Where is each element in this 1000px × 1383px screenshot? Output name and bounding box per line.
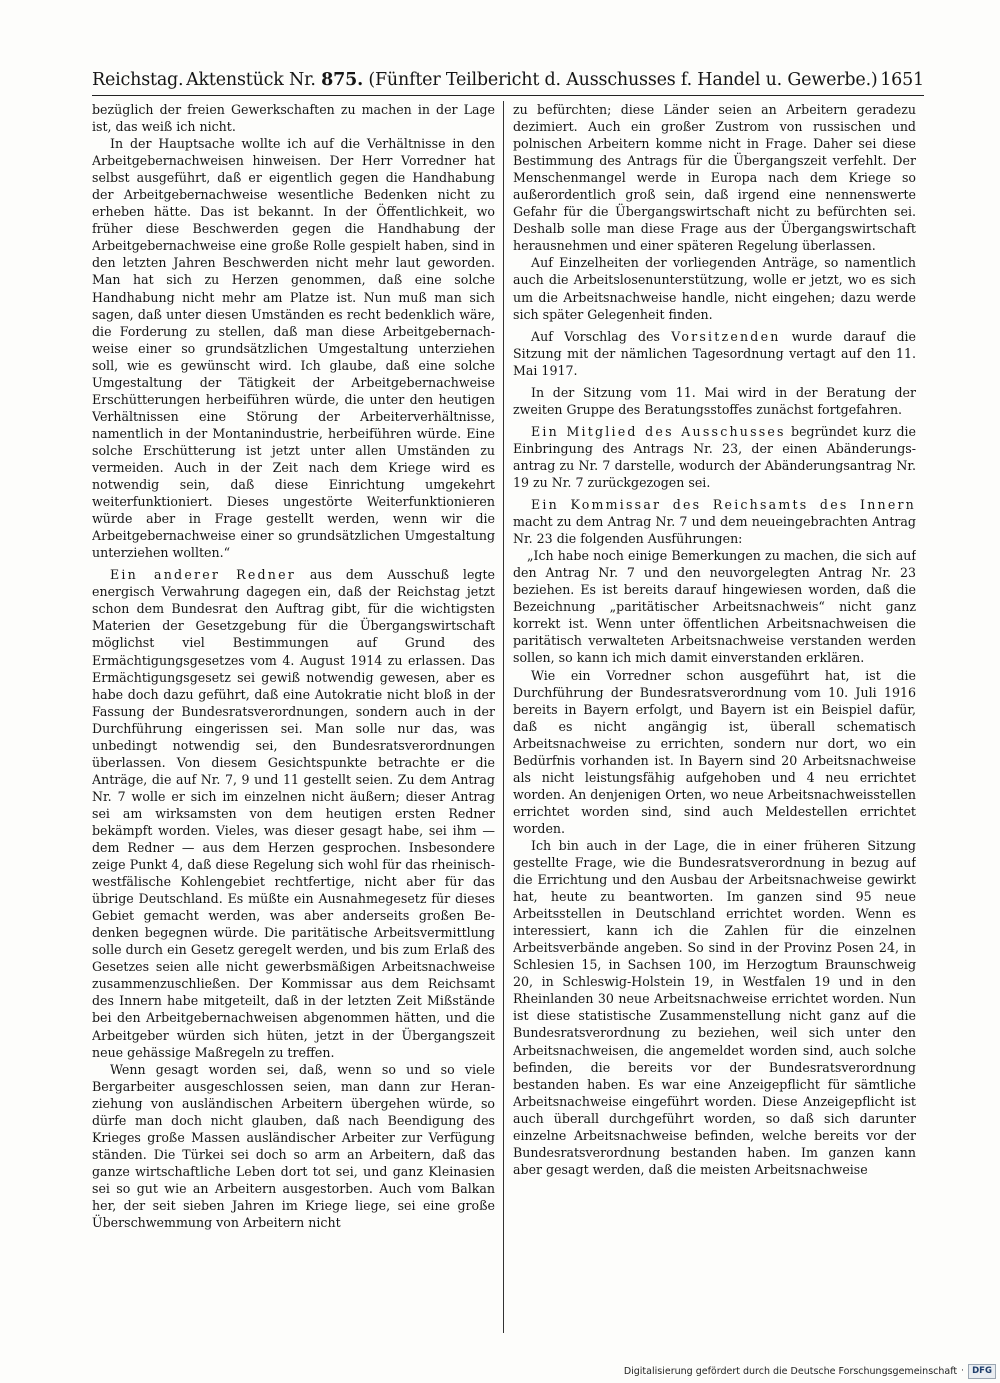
header-prefix: Aktenstück Nr. <box>186 70 316 90</box>
column-divider <box>503 101 504 1333</box>
paragraph: zu befürchten; diese Länder seien an Arbeitern geradezu dezimiert. Auch ein großer Zustrom von russischen und polnischen Arbeitern komme nicht in Frage. Daher sei diese Bestimmung des Antrags für die Übergangszeit verfehlt. Der Menschenmangel werde in Europa nach dem Kriege so außerordentlich groß sein, daß irgend eine nennenswerte Gefahr für die Übergangswirtschaft nicht zu befürchten sei. Deshalb solle man diese Frage aus der Übergangswirtschaft herausnehmen und einer späteren Regelung überlassen. <box>513 102 916 254</box>
quote-paragraph: „Ich habe noch einige Bemerkungen zu machen, die sich auf den Antrag Nr. 7 und den neuvorgelegten Antrag Nr. 23 beziehen. Es ist bereits darauf hingewiesen worden, daß die Bezeichnung „paritätischer Arbeitsnachweis“ nicht ganz korrekt ist. Wenn unter öffentlichen Arbeitsnachweisen die paritätisch verwalteten Arbeitsnachweise verstanden werden sollen, so kann ich mich damit einverstanden erklären. <box>513 548 916 666</box>
footer-text: Digitalisierung gefördert durch die Deutsche Forschungsgemeinschaft <box>623 1365 958 1377</box>
paragraph: Wenn gesagt worden sei, daß, wenn so und so viele Bergarbeiter ausgeschlossen seien, man dann zur Heranziehung von ausländischen Arbeitern übergehen würde, so dürfe man doch nicht glauben, daß nach Beendigung des Krieges große Massen ausländischer Arbeiter zur Verfügung ständen. Die Türkei sei doch so arm an Arbeitern, daß das ganze wirtschaftliche Leben dort tot sei, und ganz Kleinasien sei so gut wie an Arbeitern ausgestorben. Auch vom Balkan her, der seit sieben Jahren im Kriege liege, sei eine große Überschwemmung von Arbeitern nicht <box>92 1061 495 1231</box>
paragraph: Ein Kommissar des Reichsamts des Innern macht zu dem Antrag Nr. 7 und dem neueingebrachten Antrag Nr. 23 die folgenden Ausführungen: <box>513 497 916 547</box>
quote-paragraph: Wie ein Vorredner schon ausgeführt hat, ist die Durchführung der Bundesratsverordnung vom 10. Juli 1916 bereits in Bayern erfolgt, und Bayern ist ein Beispiel dafür, daß es nicht angängig ist, überall schematisch Arbeitsnachweise zu errichten, sondern nur dort, wo ein Bedürfnis vorhanden ist. In Bayern sind 20 Arbeitsnachweise als nicht leistungsfähig aufgehoben und 4 neu errichtet worden. An denjenigen Orten, wo neue Arbeitsnachweisstellen errichtet worden sind, sind auch Meldestellen errichtet worden. <box>513 667 916 836</box>
paragraph: In der Sitzung vom 11. Mai wird in der Beratung der zweiten Gruppe des Beratungsstoffes zunächst fortgefahren. <box>513 384 916 417</box>
paragraph: Auf Einzelheiten der vorliegenden Anträge, so namentlich auch die Arbeitslosenunterstützung, wolle er jetzt, wo es sich um die Arbeitsnachweise handle, nicht eingehen; dazu werde sich später Gelegenheit finden. <box>513 255 916 322</box>
quote-paragraph: Ich bin auch in der Lage, die in einer früheren Sitzung gestellte Frage, wie die Bundesratsverordnung in bezug auf die Errichtung und den Ausbau der Arbeitsnachweise gewirkt hat, heute zu beantworten. Im ganzen sind 95 neue Arbeitsstellen in Deutschland errichtet worden. Wenn es interessiert, kann ich die Zahlen für die einzelnen Arbeitsverbände angeben. So sind in der Provinz Posen 24, in Schlesien 15, in Sachsen 100, im Herzogtum Braunschweig 20, in Schleswig-Holstein 19, in Westfalen 19 und in den Rheinlanden 30 neue Arbeitsnachweise errichtet worden. Nun ist diese statistische Zusammenstellung nicht ganz auf die Bundesratsverordnung zu beziehen, weil sich unter den Arbeitsnachweisen, die angemeldet worden sind, auch solche befinden, die bereits vor der Bundesratsverordnung bestanden haben. Es war eine Anzeigepflicht für sämtliche Arbeitsnachweise eingeführt worden. Diese Anzeigepflicht ist auch überall durchgeführt worden, so daß sich darunter einzelne Arbeitsnachweise befinden, welche bereits vor der Bundesratsverordnung bestanden haben. Im ganzen kann aber gesagt werden, daß die meisten Arbeitsnachweise <box>513 837 916 1177</box>
paragraph: In der Hauptsache wollte ich auf die Verhältnisse in den Arbeitgebernachweisen hinweisen. Der Herr Vorredner hat selbst ausgeführt, daß er eigentlich gegen die Handhabung der Arbeitgebernachweise wesentliche Bedenken nicht zu erheben hätte. Das ist bekannt. In der Öffentlichkeit, wo früher diese Beschwerden gegen die Handhabung der Arbeitgebernachweise eine große Rolle gespielt haben, sind in den letzten Jahren Beschwerden nicht mehr laut geworden. Man hat sich zu Herzen genommen, daß eine solche Handhabung nicht mehr am Platze ist. Nun muß man sich sagen, daß unter diesen Umständen es recht bedenklich wäre, die Forderung zu stellen, daß man diese Arbeitgebernachweise einer so grundsätzlichen Umgestaltung unterziehen soll, wie es gewünscht wird. Ich glaube, daß eine solche Umgestaltung der Tätigkeit der Arbeitgebernachweise Erschütterungen herbeiführen würde, die unter den heutigen Verhältnissen eine Störung der Arbeiterverhältnisse, namentlich in der Montanindustrie, herbeiführen würde. Eine solche Erschütterung ist jetzt unter allen Umständen zu vermeiden. Auch in der Zeit nach dem Kriege wird es notwendig sein, daß diese Einrichtung umgekehrt weiterfunktioniert. Dieses ungestörte Weiterfunktionieren würde aber in Frage gestellt werden, wenn wir die Arbeitgebernachweise einer so grundsätzlichen Umgestaltung unterziehen wollten.“ <box>92 136 495 561</box>
page-header <box>92 60 924 90</box>
paragraph: Ein anderer Redner aus dem Ausschuß legte energisch Verwahrung dagegen ein, daß der Reichstag jetzt schon dem Bundesrat den Auftrag gibt, für die wichtigsten Materien der Gesetzgebung für die Übergangswirtschaft möglichst viel Bestimmungen auf Grund des Ermächtigungsgesetzes vom 4. August 1914 zu erlassen. Das Ermächtigungsgesetz sei gewiß notwendig gewesen, aber es habe doch dazu geführt, daß eine Autokratie nicht bloß in der Fassung der Bundesratsverordnungen, sondern auch in der Durchführung eingerissen sei. Man solle nur das, was unbedingt notwendig sei, den Bundesratsverordnungen überlassen. Von diesem Gesichtspunkte betrachte er die Anträge, die auf Nr. 7, 9 und 11 gestellt seien. Zu dem Antrag Nr. 7 wolle er sich im einzelnen nicht äußern; dieser Antrag sei am wirksamsten von dem heutigen ersten Redner bekämpft worden. Vieles, was dieser gesagt habe, sei ihm — dem Redner — aus dem Herzen gesprochen. Insbesondere zeige Punkt 4, daß diese Regelung sich wohl für das rheinisch-westfälische Kohlengebiet rechtfertige, nicht aber für das übrige Deutschland. Es müßte ein Ausnahmegesetz für dieses Gebiet gemacht werden, was aber anderseits großen Bedenken begegnen würde. Die paritätische Arbeitsvermittlung solle durch ein Gesetz geregelt werden, und bis zum Erlaß des Gesetzes seien alle nicht gewerbsmäßigen Arbeitsnachweise zusammenzuschließen. Der Kommissar aus dem Reichsamt des Innern habe mitgeteilt, daß in der letzten Zeit Mißstände bei den Arbeitgebernachweisen abgenommen hätten, und die Arbeitgeber würden sich hüten, jetzt in der Übergangszeit neue gehässige Maßregeln zu treffen. <box>92 567 495 1060</box>
header-rule <box>92 95 924 96</box>
spaced-phrase: Ein Mitglied des Ausschusses <box>531 423 786 439</box>
paragraph: Ein Mitglied des Ausschusses begründet kurz die Einbringung des Antrags Nr. 23, der einen Abänderungsantrag zu Nr. 7 darstelle, wodurch der Abänderungsantrag Nr. 19 zu Nr. 7 zurückgezogen sei. <box>513 423 916 490</box>
header-doc-number: 875. <box>321 70 363 90</box>
header-left: Reichstag. <box>92 70 184 90</box>
spaced-phrase: Ein Kommissar des Reichsamts des Innern <box>531 497 916 513</box>
spaced-phrase: Ein anderer Redner <box>110 567 296 583</box>
paragraph: bezüglich der freien Gewerkschaften zu machen in der Lage ist, das weiß ich nicht. <box>92 102 495 135</box>
header-middle <box>186 70 877 90</box>
dfg-logo: DFG <box>968 1364 996 1379</box>
spaced-phrase: Vorsitzenden <box>671 328 781 344</box>
page-number: 1651 <box>880 70 924 90</box>
paragraph: Auf Vorschlag des Vorsitzenden wurde darauf die Sitzung mit der nämlichen Tagesordnung vertagt auf den 11. Mai 1917. <box>513 328 916 378</box>
left-column <box>92 101 495 1336</box>
footer-credit <box>612 1362 1000 1380</box>
header-title: (Fünfter Teilbericht d. Ausschusses f. Handel u. Gewerbe.) <box>368 70 878 90</box>
footer-separator: · <box>961 1366 964 1376</box>
right-column <box>513 101 916 1336</box>
